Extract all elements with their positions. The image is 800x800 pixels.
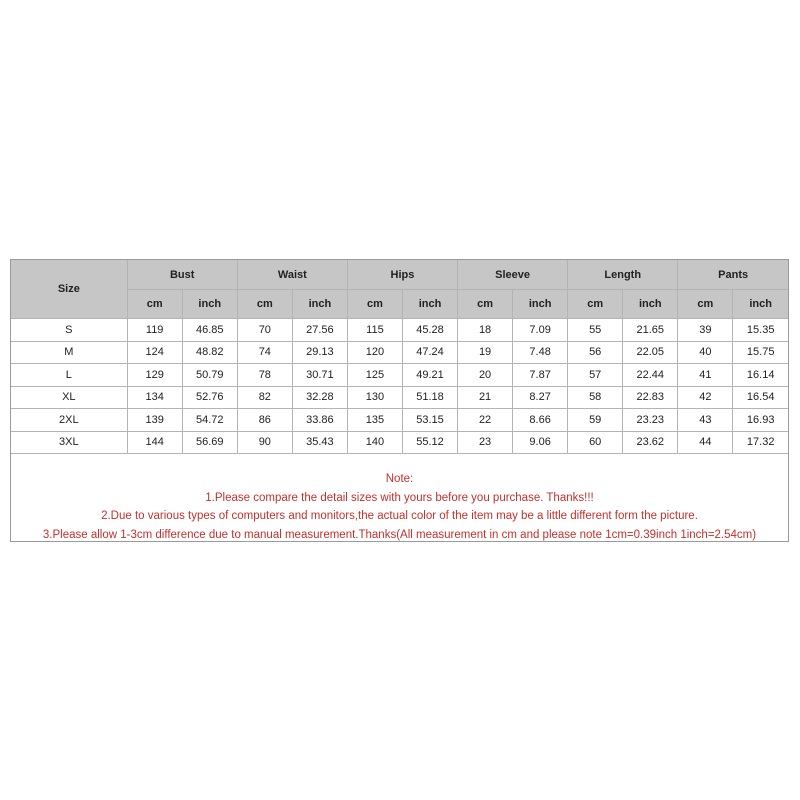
table-cell: 134 bbox=[127, 386, 182, 409]
table-cell: 140 bbox=[347, 431, 402, 454]
table-cell: 78 bbox=[237, 364, 292, 387]
table-cell: 119 bbox=[127, 319, 182, 342]
table-cell: 45.28 bbox=[402, 319, 457, 342]
table-cell: 23.62 bbox=[623, 431, 678, 454]
table-cell: 2XL bbox=[11, 409, 127, 432]
hips-header: Hips bbox=[347, 260, 457, 290]
table-cell: 50.79 bbox=[182, 364, 237, 387]
unit-cm-header: cm bbox=[237, 290, 292, 319]
table-row bbox=[11, 386, 788, 409]
table-cell: 7.48 bbox=[513, 341, 568, 364]
table-cell: 42 bbox=[678, 386, 733, 409]
table-row bbox=[11, 319, 788, 342]
table-cell: 53.15 bbox=[402, 409, 457, 432]
table-cell: 115 bbox=[347, 319, 402, 342]
table-cell: 58 bbox=[568, 386, 623, 409]
note-title: Note: bbox=[385, 473, 414, 485]
unit-cm-header: cm bbox=[458, 290, 513, 319]
note-line-1: 1.Please compare the detail sizes with yours before you purchase. Thanks!!! bbox=[205, 491, 594, 504]
table-cell: 7.87 bbox=[513, 364, 568, 387]
table-cell: 32.28 bbox=[292, 386, 347, 409]
table-cell: 139 bbox=[127, 409, 182, 432]
table-cell: 17.32 bbox=[733, 431, 788, 454]
header-unit-row bbox=[11, 290, 788, 319]
table-cell: 57 bbox=[568, 364, 623, 387]
table-cell: 19 bbox=[458, 341, 513, 364]
table-cell: 8.66 bbox=[513, 409, 568, 432]
table-cell: 22.83 bbox=[623, 386, 678, 409]
table-cell: 23 bbox=[458, 431, 513, 454]
length-header: Length bbox=[568, 260, 678, 290]
table-cell: 56.69 bbox=[182, 431, 237, 454]
table-cell: 55.12 bbox=[402, 431, 457, 454]
table-cell: 16.54 bbox=[733, 386, 788, 409]
table-cell: 135 bbox=[347, 409, 402, 432]
table-cell: 22.44 bbox=[623, 364, 678, 387]
table-row bbox=[11, 364, 788, 387]
unit-cm-header: cm bbox=[678, 290, 733, 319]
table-cell: 8.27 bbox=[513, 386, 568, 409]
table-cell: 46.85 bbox=[182, 319, 237, 342]
table-cell: 41 bbox=[678, 364, 733, 387]
table-cell: 27.56 bbox=[292, 319, 347, 342]
unit-inch-header: inch bbox=[402, 290, 457, 319]
table-cell: 9.06 bbox=[513, 431, 568, 454]
table-cell: 129 bbox=[127, 364, 182, 387]
table-cell: 49.21 bbox=[402, 364, 457, 387]
size-table bbox=[11, 260, 788, 454]
table-cell: 124 bbox=[127, 341, 182, 364]
unit-cm-header: cm bbox=[568, 290, 623, 319]
table-cell: 18 bbox=[458, 319, 513, 342]
unit-inch-header: inch bbox=[733, 290, 788, 319]
table-cell: 48.82 bbox=[182, 341, 237, 364]
table-cell: 20 bbox=[458, 364, 513, 387]
pants-header: Pants bbox=[678, 260, 788, 290]
table-cell: 54.72 bbox=[182, 409, 237, 432]
unit-inch-header: inch bbox=[513, 290, 568, 319]
table-cell: L bbox=[11, 364, 127, 387]
table-cell: 130 bbox=[347, 386, 402, 409]
table-cell: 22 bbox=[458, 409, 513, 432]
table-cell: 16.93 bbox=[733, 409, 788, 432]
table-cell: 43 bbox=[678, 409, 733, 432]
table-cell: 74 bbox=[237, 341, 292, 364]
table-cell: 44 bbox=[678, 431, 733, 454]
unit-inch-header: inch bbox=[623, 290, 678, 319]
table-cell: 21.65 bbox=[623, 319, 678, 342]
table-cell: 70 bbox=[237, 319, 292, 342]
table-cell: 35.43 bbox=[292, 431, 347, 454]
table-cell: 120 bbox=[347, 341, 402, 364]
table-cell: 7.09 bbox=[513, 319, 568, 342]
sleeve-header: Sleeve bbox=[458, 260, 568, 290]
unit-inch-header: inch bbox=[292, 290, 347, 319]
table-cell: XL bbox=[11, 386, 127, 409]
table-cell: 39 bbox=[678, 319, 733, 342]
table-cell: M bbox=[11, 341, 127, 364]
table-row bbox=[11, 431, 788, 454]
notes-section bbox=[11, 454, 788, 544]
table-cell: 55 bbox=[568, 319, 623, 342]
waist-header: Waist bbox=[237, 260, 347, 290]
size-chart bbox=[10, 259, 789, 542]
size-table-body bbox=[11, 319, 788, 454]
table-cell: 59 bbox=[568, 409, 623, 432]
table-cell: 60 bbox=[568, 431, 623, 454]
table-cell: 30.71 bbox=[292, 364, 347, 387]
unit-inch-header: inch bbox=[182, 290, 237, 319]
table-cell: 40 bbox=[678, 341, 733, 364]
table-row bbox=[11, 341, 788, 364]
unit-cm-header: cm bbox=[347, 290, 402, 319]
unit-cm-header: cm bbox=[127, 290, 182, 319]
table-cell: 82 bbox=[237, 386, 292, 409]
table-cell: 16.14 bbox=[733, 364, 788, 387]
bust-header: Bust bbox=[127, 260, 237, 290]
table-row bbox=[11, 409, 788, 432]
table-cell: 22.05 bbox=[623, 341, 678, 364]
table-cell: 23.23 bbox=[623, 409, 678, 432]
note-line-3: 3.Please allow 1-3cm difference due to manual measurement.Thanks(All measurement in cm and please note 1cm=0.39inch 1inch=2.54cm) bbox=[42, 528, 757, 541]
header-group-row bbox=[11, 260, 788, 290]
size-header: Size bbox=[11, 260, 127, 319]
table-cell: 3XL bbox=[11, 431, 127, 454]
table-cell: 56 bbox=[568, 341, 623, 364]
table-cell: 86 bbox=[237, 409, 292, 432]
table-cell: 33.86 bbox=[292, 409, 347, 432]
table-cell: 51.18 bbox=[402, 386, 457, 409]
table-cell: 15.35 bbox=[733, 319, 788, 342]
table-cell: S bbox=[11, 319, 127, 342]
table-cell: 29.13 bbox=[292, 341, 347, 364]
note-line-2: 2.Due to various types of computers and monitors,the actual color of the item may be a little different form the picture. bbox=[101, 510, 698, 522]
table-cell: 47.24 bbox=[402, 341, 457, 364]
table-cell: 144 bbox=[127, 431, 182, 454]
table-cell: 15.75 bbox=[733, 341, 788, 364]
table-cell: 125 bbox=[347, 364, 402, 387]
table-cell: 90 bbox=[237, 431, 292, 454]
table-cell: 52.76 bbox=[182, 386, 237, 409]
table-cell: 21 bbox=[458, 386, 513, 409]
